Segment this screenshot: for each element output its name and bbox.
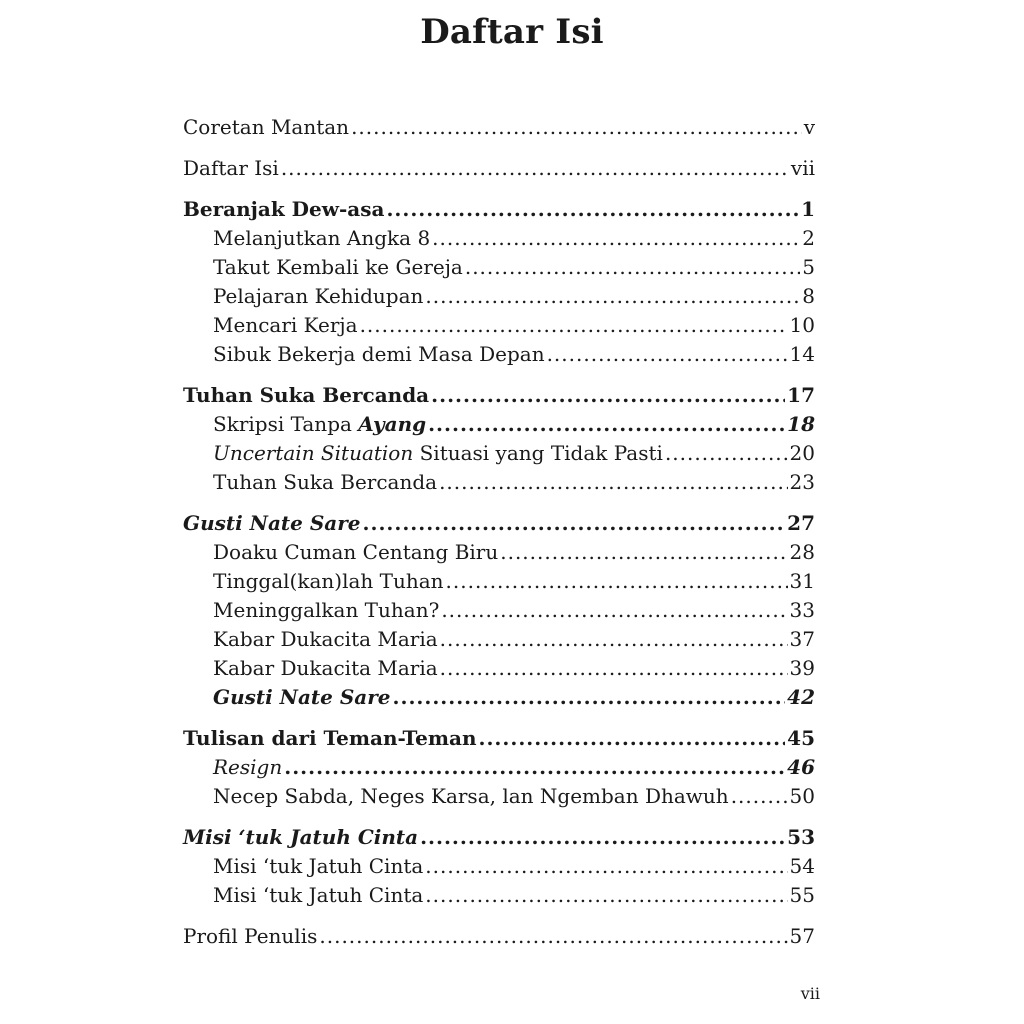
toc-page-number: 31 <box>789 569 815 593</box>
toc-chapter-entry[interactable] <box>183 195 815 224</box>
toc-entry[interactable] <box>183 567 815 596</box>
toc-entry[interactable] <box>183 625 815 654</box>
toc-entry[interactable] <box>183 224 815 253</box>
toc-page-number: 5 <box>802 255 815 279</box>
page-number: vii <box>800 984 820 1003</box>
toc-entry-title: Coretan Mantan <box>183 115 350 139</box>
toc-page-number: 53 <box>787 825 815 849</box>
toc-page-number: 54 <box>789 854 815 878</box>
dot-leader <box>479 724 786 753</box>
toc-entry-title: Gusti Nate Sare <box>183 511 361 535</box>
toc-entry[interactable] <box>183 282 815 311</box>
toc-entry-title: Meninggalkan Tuhan? <box>213 598 440 622</box>
dot-leader <box>386 195 799 224</box>
toc-chapter-entry[interactable] <box>183 823 815 852</box>
toc-page-number: 28 <box>789 540 815 564</box>
dot-leader <box>351 113 802 142</box>
page-title: Daftar Isi <box>420 12 604 52</box>
toc-page-number: 17 <box>787 383 815 407</box>
toc-entry[interactable] <box>183 468 815 497</box>
dot-leader <box>425 282 800 311</box>
toc-entry[interactable] <box>183 852 815 881</box>
dot-leader <box>363 509 786 538</box>
toc-entry-title: Misi ‘tuk Jatuh Cinta <box>183 825 419 849</box>
toc-entry-title: Takut Kembali ke Gereja <box>213 255 463 279</box>
toc-entry-title <box>213 439 663 468</box>
dot-leader <box>281 154 789 183</box>
dot-leader <box>284 753 785 782</box>
toc-chapter-entry[interactable] <box>183 113 815 142</box>
toc-entry-title: Tulisan dari Teman-Teman <box>183 726 477 750</box>
toc-page-number: v <box>803 115 815 139</box>
dot-leader <box>439 468 787 497</box>
dot-leader <box>431 381 785 410</box>
toc-page-number: 10 <box>789 313 815 337</box>
toc-entry-title: Kabar Dukacita Maria <box>213 627 438 651</box>
toc-entry[interactable] <box>183 596 815 625</box>
toc-entry[interactable] <box>183 253 815 282</box>
toc-page-number: 27 <box>787 511 815 535</box>
toc-entry[interactable] <box>183 881 815 910</box>
toc-chapter-entry[interactable] <box>183 509 815 538</box>
toc-entry-title: Melanjutkan Angka 8 <box>213 226 431 250</box>
dot-leader <box>465 253 800 282</box>
dot-leader <box>393 683 786 712</box>
dot-leader <box>731 782 788 811</box>
dot-leader <box>440 625 788 654</box>
toc-page-number: 42 <box>787 685 815 709</box>
toc-entry-title: Misi ‘tuk Jatuh Cinta <box>213 883 424 907</box>
dot-leader <box>500 538 787 567</box>
toc-page-number: 2 <box>802 226 815 250</box>
toc-entry[interactable] <box>183 753 815 782</box>
toc-entry-title: Gusti Nate Sare <box>213 685 391 709</box>
toc-entry-title: Sibuk Bekerja demi Masa Depan <box>213 342 545 366</box>
toc-page-number: 57 <box>789 924 815 948</box>
toc-page-number: 46 <box>787 755 815 779</box>
toc-page-number: 55 <box>789 883 815 907</box>
dot-leader <box>428 410 785 439</box>
toc-page-number: 20 <box>789 441 815 465</box>
toc-page-number: 39 <box>789 656 815 680</box>
toc-entry-title: Daftar Isi <box>183 156 279 180</box>
dot-leader <box>360 311 788 340</box>
dot-leader <box>441 596 787 625</box>
toc-page-number: 23 <box>789 470 815 494</box>
table-of-contents <box>183 113 815 951</box>
toc-entry[interactable] <box>183 782 815 811</box>
toc-page-number: vii <box>790 156 815 180</box>
dot-leader <box>432 224 800 253</box>
toc-page-number: 1 <box>801 197 815 221</box>
toc-entry-title: Beranjak Dew-asa <box>183 197 385 221</box>
toc-entry[interactable] <box>183 340 815 369</box>
toc-entry-title: Tuhan Suka Bercanda <box>183 383 430 407</box>
toc-page-number: 14 <box>789 342 815 366</box>
toc-page-number: 8 <box>802 284 815 308</box>
toc-page-number: 37 <box>789 627 815 651</box>
toc-entry[interactable] <box>183 410 815 439</box>
dot-leader <box>440 654 788 683</box>
dot-leader <box>319 922 787 951</box>
toc-entry-title-part: Ayang <box>358 412 427 436</box>
toc-entry[interactable] <box>183 311 815 340</box>
toc-chapter-entry[interactable] <box>183 154 815 183</box>
toc-entry-title: Necep Sabda, Neges Karsa, lan Ngemban Dhawuh <box>213 784 729 808</box>
toc-entry-title-part: Skripsi Tanpa <box>213 412 359 436</box>
dot-leader <box>446 567 788 596</box>
toc-entry[interactable] <box>183 538 815 567</box>
toc-entry-title-part: Situasi yang Tidak Pasti <box>413 441 663 465</box>
toc-entry-title: Pelajaran Kehidupan <box>213 284 424 308</box>
toc-entry-title: Misi ‘tuk Jatuh Cinta <box>213 854 424 878</box>
toc-chapter-entry[interactable] <box>183 922 815 951</box>
toc-entry[interactable] <box>183 683 815 712</box>
toc-entry-title: Resign <box>213 755 283 779</box>
toc-entry[interactable] <box>183 654 815 683</box>
toc-entry-title: Tuhan Suka Bercanda <box>213 470 438 494</box>
toc-entry-title: Doaku Cuman Centang Biru <box>213 540 499 564</box>
dot-leader <box>425 852 787 881</box>
toc-entry-title-part: Uncertain Situation <box>213 441 414 465</box>
toc-page-number: 50 <box>789 784 815 808</box>
toc-chapter-entry[interactable] <box>183 724 815 753</box>
toc-entry-title: Profil Penulis <box>183 924 318 948</box>
toc-page-number: 18 <box>787 412 815 436</box>
toc-page-number: 45 <box>787 726 815 750</box>
dot-leader <box>425 881 787 910</box>
toc-chapter-entry[interactable] <box>183 381 815 410</box>
dot-leader <box>665 439 788 468</box>
toc-entry-title: Mencari Kerja <box>213 313 358 337</box>
toc-entry-title: Kabar Dukacita Maria <box>213 656 438 680</box>
dot-leader <box>547 340 788 369</box>
toc-page-number: 33 <box>789 598 815 622</box>
toc-entry[interactable] <box>183 439 815 468</box>
toc-entry-title <box>213 410 426 439</box>
dot-leader <box>420 823 785 852</box>
toc-entry-title: Tinggal(kan)lah Tuhan <box>213 569 444 593</box>
